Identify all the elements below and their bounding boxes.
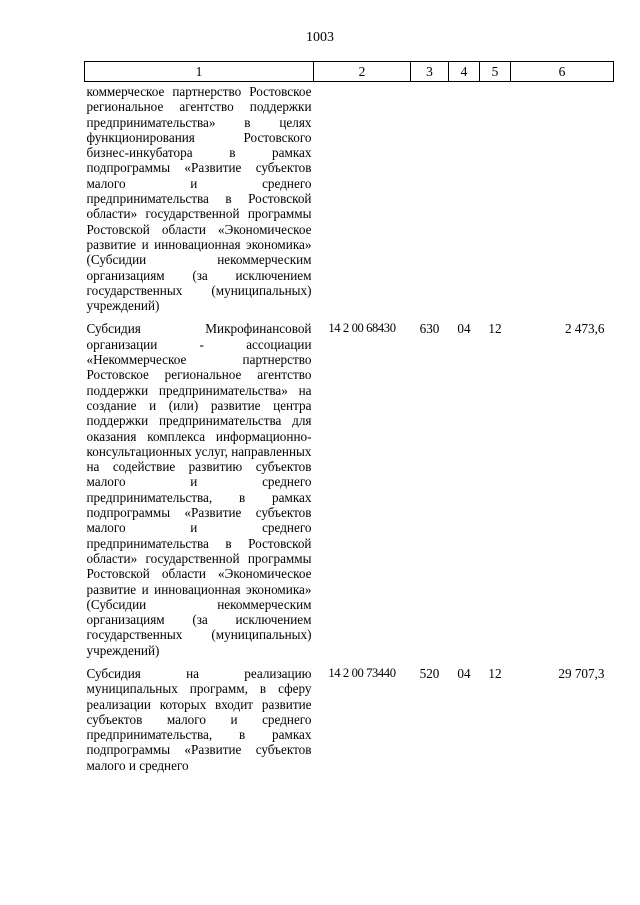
- row-target-article: [314, 82, 411, 314]
- table-row: [85, 313, 614, 658]
- row-subsection: 12: [488, 665, 502, 681]
- row-target-article: 14 2 00 73440: [328, 665, 396, 680]
- row-section: [449, 82, 480, 314]
- column-header-3: 3: [411, 62, 449, 82]
- row-expense-type: [411, 82, 449, 314]
- row-expense-type: 630: [419, 321, 440, 337]
- budget-table: [84, 61, 614, 773]
- column-header-5: 5: [480, 62, 511, 82]
- row-expense-type: 520: [419, 665, 440, 681]
- row-section: 04: [457, 321, 471, 337]
- column-header-4: 4: [449, 62, 480, 82]
- column-header-2: 2: [314, 62, 411, 82]
- row-section: 04: [457, 665, 471, 681]
- row-subsection: [480, 82, 511, 314]
- column-number-row: [85, 62, 614, 82]
- table-row: [85, 658, 614, 773]
- row-name: Субсидия на реализацию муниципальных программ, в сферу реализации которых входит развитие субъектов малого и среднего предпринимательства, в рамках подпрограммы «Развитие субъектов малого и среднего: [86, 665, 312, 773]
- table-row: [85, 82, 614, 314]
- row-amount: [511, 82, 614, 314]
- row-amount: 2 473,6: [564, 321, 605, 337]
- row-name: Субсидия Микрофинансовой организации - ассоциации «Некоммерческое партнерство Ростовское региональное агентство поддержки предпринимательства» на создание и (или) развитие центра поддержки предпринимательства для оказания комплекса информационно-консультационных услуг, направленных на содействие развитию субъектов малого и среднего предпринимательства, в рамках подпрограммы «Развитие субъектов малого и среднего предпринимательства в Ростовской области» государственной программы Ростовской области «Экономическое развитие и инновационная экономика» (Субсидии некоммерческим организациям (за исключением государственных (муниципальных) учреждений): [86, 321, 312, 658]
- column-header-1: 1: [85, 62, 314, 82]
- page-number: 1003: [306, 30, 334, 45]
- row-name: коммерческое партнерство Ростовское региональное агентство поддержки предпринимательства» в целях функционирования Ростовского бизнес-инкубатора в рамках подпрограммы «Развитие субъектов малого и среднего предпринимательства в Ростовской области» государственной программы Ростовской области «Экономическое развитие и инновационная экономика» (Субсидии некоммерческим организациям (за исключением государственных (муниципальных) учреждений): [86, 84, 312, 314]
- column-header-6: 6: [511, 62, 614, 82]
- row-amount: 29 707,3: [558, 665, 605, 681]
- row-target-article: 14 2 00 68430: [328, 321, 396, 336]
- row-subsection: 12: [488, 321, 502, 337]
